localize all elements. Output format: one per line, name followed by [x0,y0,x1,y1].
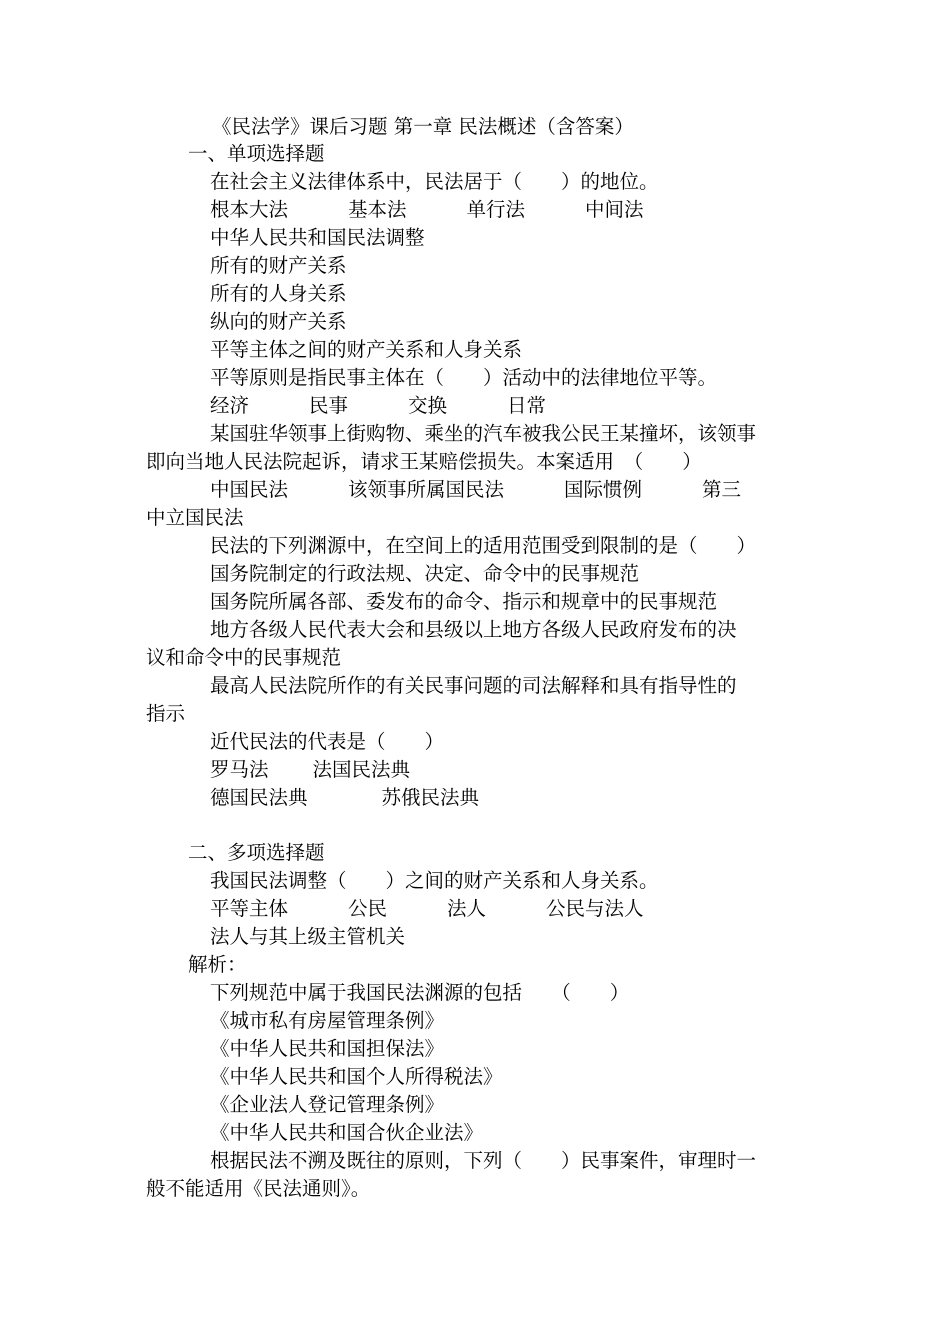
option: 民事 [309,394,349,417]
option: 经济 [210,394,250,417]
option: 德国民法典 [210,786,308,809]
options-row [210,785,479,811]
option: 罗马法 [210,758,269,781]
option: 苏俄民法典 [381,786,480,809]
options-row [210,896,644,922]
document-title: 《民法学》课后习题 第一章 民法概述（含答案） [212,115,634,138]
option: 基本法 [348,198,407,221]
option: 平等主体 [210,897,289,920]
option: 日常 [507,394,547,417]
option: 所有的财产关系 [210,254,347,277]
question-stem: 平等原则是指民事主体在（ ）活动中的法律地位平等。 [210,366,718,389]
question-stem: 民法的下列渊源中，在空间上的适用范围受到限制的是（ ） [210,534,757,557]
options-row [210,757,410,783]
option: 国际惯例 [564,478,643,501]
question-stem: 下列规范中属于我国民法渊源的包括 （ ） [210,981,630,1004]
option: 公民与法人 [546,897,644,920]
question-stem: 在社会主义法律体系中，民法居于（ ）的地位。 [210,170,659,193]
question-stem: 某国驻华领事上街购物、乘坐的汽车被我公民王某撞坏，该领事 [210,422,757,445]
option: 该领事所属国民法 [348,478,505,501]
option: 纵向的财产关系 [210,310,347,333]
analysis-label: 解析： [188,953,247,976]
option-continued: 中立国民法 [146,506,244,529]
option: 第三 [702,478,742,501]
options-row [210,197,644,223]
option: 最高人民法院所作的有关民事问题的司法解释和具有指导性的 [210,674,737,697]
option-continued: 指示 [146,702,186,725]
option: 国务院制定的行政法规、决定、命令中的民事规范 [210,562,640,585]
option: 中国民法 [210,478,289,501]
option-continued: 议和命令中的民事规范 [146,646,342,669]
option: 单行法 [466,198,526,221]
option: 公民 [348,897,388,920]
option: 法人与其上级主管机关 [210,925,406,948]
option: 《中华人民共和国个人所得税法》 [210,1065,503,1088]
options-row [210,477,741,503]
question-stem-continued: 即向当地人民法院起诉，请求王某赔偿损失。本案适用 （ ） [146,450,702,473]
option: 平等主体之间的财产关系和人身关系 [210,338,523,361]
option: 国务院所属各部、委发布的命令、指示和规章中的民事规范 [210,590,718,613]
question-stem: 近代民法的代表是（ ） [210,730,445,753]
question-stem: 中华人民共和国民法调整 [210,226,425,249]
option: 《城市私有房屋管理条例》 [210,1009,445,1032]
option: 地方各级人民代表大会和县级以上地方各级人民政府发布的决 [210,618,737,641]
section-heading-multiple-choice: 二、多项选择题 [188,841,325,864]
option: 所有的人身关系 [210,282,347,305]
question-stem-continued: 般不能适用《民法通则》。 [146,1177,371,1200]
option: 法人 [447,897,487,920]
options-row [210,393,546,419]
option: 《中华人民共和国合伙企业法》 [210,1121,484,1144]
option: 中间法 [585,198,644,221]
question-stem: 我国民法调整（ ）之间的财产关系和人身关系。 [210,869,659,892]
option: 《中华人民共和国担保法》 [210,1037,445,1060]
option: 交换 [408,394,448,417]
option: 《企业法人登记管理条例》 [210,1093,445,1116]
option: 法国民法典 [312,758,411,781]
section-heading-single-choice: 一、单项选择题 [188,142,325,165]
question-stem: 根据民法不溯及既往的原则，下列（ ）民事案件，审理时一 [210,1149,757,1172]
option: 根本大法 [210,198,289,221]
